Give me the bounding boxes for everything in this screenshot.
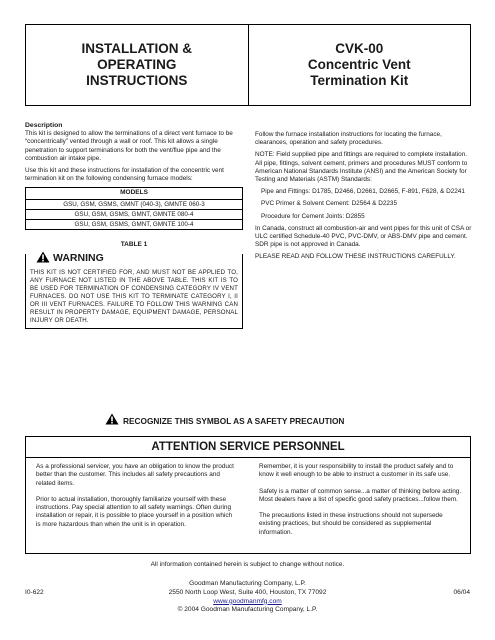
models-table-header: MODELS — [120, 189, 148, 197]
models-table — [25, 187, 243, 230]
standards-pipe-fittings: Pipe and Fittings: D1785, D2466, D2661, D2665, F-891, F628, & D2241 — [261, 188, 465, 196]
change-notice: All information contained herein is subject to change without notice. — [150, 561, 345, 568]
attention-paragraph: Prior to actual installation, thoroughly familiarize yourself with these instructions. Pay special attention to all safety warnings. Often during installation or repair, it is possible to place yourself in a position which is more hazardous than when the unit is in operation. — [36, 495, 233, 528]
warning-heading — [36, 251, 238, 266]
title-line-2: OPERATING — [97, 57, 177, 72]
description-heading: Description — [25, 122, 63, 129]
warning-box — [25, 254, 243, 329]
attention-divider — [26, 457, 470, 458]
attention-paragraph: Remember, it is your responsibility to install the product safely and to know it well enough to be able to instruct a customer in its safe use. — [259, 463, 454, 479]
title-line-1: INSTALLATION & — [81, 41, 192, 56]
product-line-2: Concentric Vent — [307, 57, 411, 72]
note-paragraph: NOTE: Field supplied pipe and fittings are required to complete installation. All pipe, fittings, solvent cement, primers and procedures MUST conform to American National Standards Institute (ANSI) and the American Society for Testing and Materials (ASTM) Standards: — [255, 151, 468, 184]
company-name: Goodman Manufacturing Company, L.P. — [189, 580, 306, 587]
document-date: 06/04 — [453, 589, 470, 596]
warning-title: WARNING — [53, 254, 107, 262]
canada-paragraph: In Canada, construct all combustion-air and vent pipes for this unit of CSA or ULC certified Schedule-40 PVC, PVC-DMV, or ABS-DMV pipe and cement. SDR pipe is not approved in Canada. — [255, 224, 472, 249]
warning-triangle-icon — [36, 251, 50, 266]
right-paragraph-1: Follow the furnace installation instructions for locating the furnace, clearances, operation and safety procedures. — [255, 131, 442, 147]
left-column — [25, 122, 243, 329]
safety-triangle-icon — [105, 412, 119, 430]
attention-paragraph: As a professional servicer, you have an obligation to know the product better than the customer. This includes all safety precautions and related items. — [36, 463, 234, 487]
company-address: 2550 North Loop West, Suite 400, Houston, TX 77092 — [168, 588, 327, 596]
safety-symbol-line — [105, 412, 344, 430]
copyright: © 2004 Goodman Manufacturing Company, L.P. — [177, 606, 318, 614]
attention-right-column — [259, 463, 464, 545]
right-column — [255, 131, 473, 266]
document-number: I0-622 — [25, 589, 44, 596]
attention-title: ATTENTION SERVICE PERSONNEL — [151, 441, 345, 453]
models-table-row: GSU, GSM, GSMS, GMNT (040-3), GMNTE 060-3 — [26, 199, 242, 209]
product-line-1: CVK-00 — [335, 41, 384, 56]
product-title — [249, 25, 471, 105]
safety-symbol-text: RECOGNIZE THIS SYMBOL AS A SAFETY PRECAUTION — [123, 416, 345, 426]
models-table-row: GSU, GSM, GSMS, GMNT, GMNTE 100-4 — [26, 219, 242, 229]
table-caption: TABLE 1 — [120, 241, 148, 249]
description-paragraph-2: Use this kit and these instructions for installation of the concentric vent termination kit on the following condensing furnace models: — [25, 167, 224, 183]
standards-cement-joints: Procedure for Cement Joints: D2855 — [261, 212, 365, 220]
description-paragraph-1: This kit is designed to allow the terminations of a direct vent furnace to be “concentrically” vented through a wall or roof. This kit allows a single penetration to support terminations for both the vent/flue pipe and the combustion air intake pipe. — [25, 130, 233, 162]
document-title — [26, 25, 249, 105]
product-line-3: Termination Kit — [310, 73, 409, 88]
attention-paragraph: The precautions listed in these instructions should not supersede existing practices, but should be considered as supplemental information. — [259, 512, 443, 536]
title-line-3: INSTRUCTIONS — [86, 73, 188, 88]
attention-box — [25, 436, 471, 554]
footer — [0, 580, 495, 615]
models-table-row: GSU, GSM, GSMS, GMNT, GMNTE 080-4 — [26, 209, 242, 219]
read-instructions-paragraph: PLEASE READ AND FOLLOW THESE INSTRUCTIONS CAREFULLY. — [255, 253, 456, 261]
attention-left-column — [36, 463, 236, 537]
website-link[interactable]: www.goodmanmfg.com — [213, 597, 282, 605]
standards-primer-cement: PVC Primer & Solvent Cement: D2564 & D2235 — [261, 200, 398, 208]
attention-paragraph: Safety is a matter of common sense...a matter of thinking before acting. Most dealers have a list of specific good safety practices...follow them. — [259, 487, 462, 503]
document-header — [25, 24, 471, 106]
warning-text: THIS KIT IS NOT CERTIFIED FOR, AND MUST NOT BE APPLIED TO, ANY FURNACE NOT LISTED IN THE ABOVE TABLE. THIS KIT IS TO BE USED FOR TERMINATION OF CONDENSING CATEGORY IV VENT FURNACES. DO NOT USE THIS KIT TO TERMINATE CATEGORY I, II OR III VENT FURNACES. FAILURE TO FOLLOW THIS WARNING CAN RESULT IN PROPERTY DAMAGE, EQUIPMENT DAMAGE, PERSONAL INJURY OR DEATH. — [30, 268, 238, 324]
